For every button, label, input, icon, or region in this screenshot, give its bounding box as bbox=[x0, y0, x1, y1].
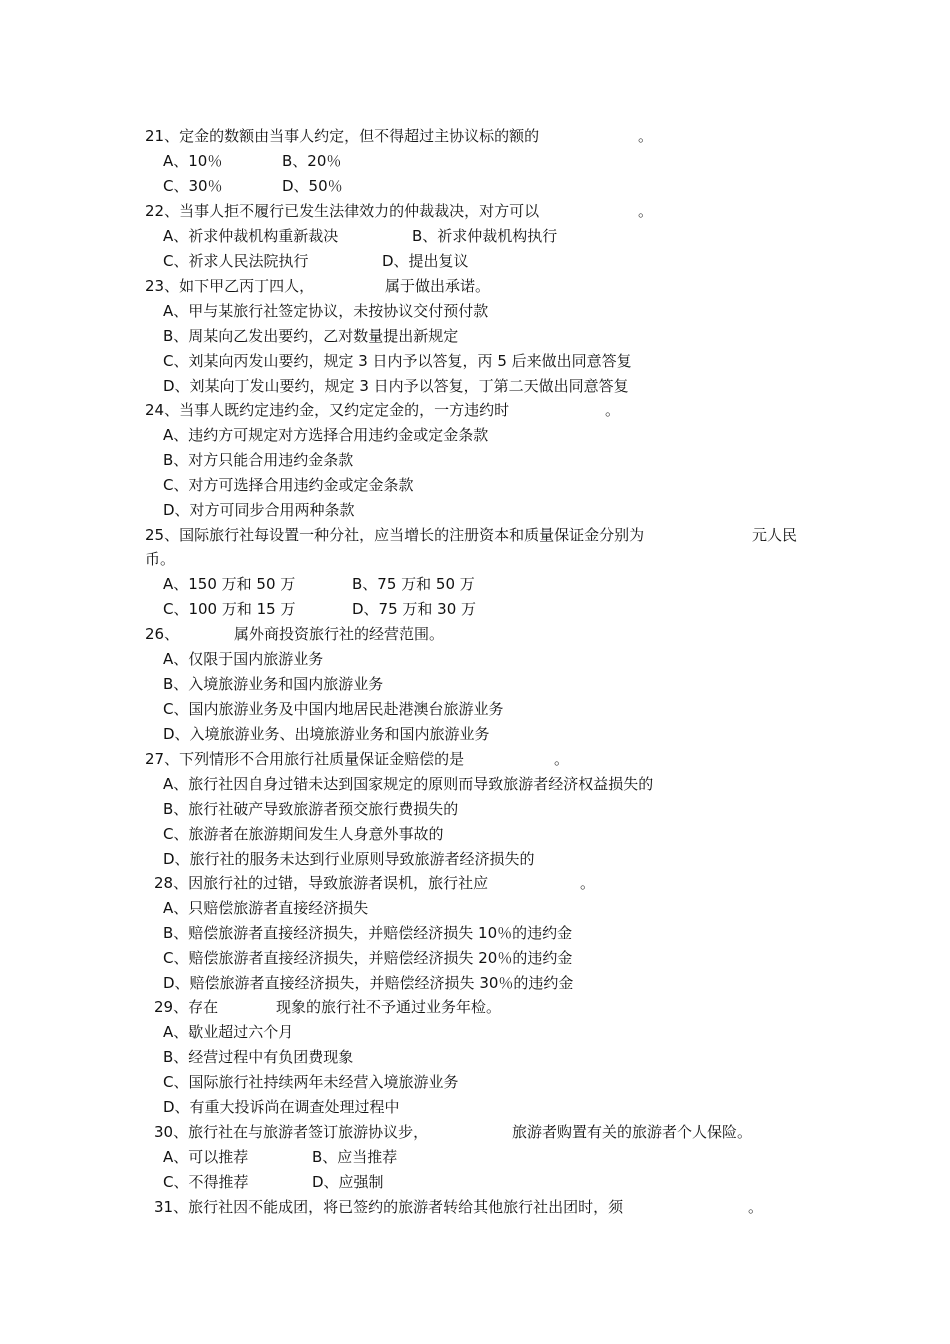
question-31-end: 。 bbox=[748, 1198, 764, 1216]
question-22-stem: 22、当事人拒不履行已发生法律效力的仲裁裁决，对方可以 bbox=[145, 202, 540, 220]
question-28-end: 。 bbox=[580, 874, 596, 892]
question-24-option-b: B、对方只能合用违约金条款 bbox=[163, 451, 354, 469]
question-21-stem: 21、定金的数额由当事人约定，但不得超过主协议标的额的 bbox=[145, 127, 540, 145]
question-24-stem: 24、当事人既约定违约金，又约定定金的，一方违约时 bbox=[145, 401, 510, 419]
question-21-option-a: A、10％ bbox=[163, 152, 223, 170]
question-27-option-b: B、旅行社破产导致旅游者预交旅行费损失的 bbox=[163, 800, 459, 818]
question-25-option-c: C、100 万和 15 万 bbox=[163, 600, 296, 618]
question-29-option-a: A、歇业超过六个月 bbox=[163, 1023, 294, 1041]
question-29-option-b: B、经营过程中有负团费现象 bbox=[163, 1048, 354, 1066]
question-22-option-a: A、祈求仲裁机构重新裁决 bbox=[163, 227, 339, 245]
question-29-stem: 29、存在 bbox=[154, 998, 219, 1016]
question-24-option-c: C、对方可选择合用违约金或定金条款 bbox=[163, 476, 414, 494]
question-25-stem: 25、国际旅行社每设置一种分社，应当增长的注册资本和质量保证金分别为 bbox=[145, 526, 645, 544]
question-30-option-d: D、应强制 bbox=[312, 1173, 384, 1191]
question-25-stem-tail: 元人民 bbox=[752, 526, 798, 544]
question-30-stem-tail: 旅游者购置有关的旅游者个人保险。 bbox=[512, 1123, 753, 1141]
question-23-option-c: C、刘某向丙发山要约，规定 3 日内予以答复，丙 5 后来做出同意答复 bbox=[163, 352, 632, 370]
question-27-option-c: C、旅游者在旅游期间发生人身意外事故的 bbox=[163, 825, 444, 843]
question-28-option-a: A、只赔偿旅游者直接经济损失 bbox=[163, 899, 369, 917]
question-26-stem: 26、 bbox=[145, 625, 180, 643]
question-29-stem-tail: 现象的旅行社不予通过业务年检。 bbox=[276, 998, 502, 1016]
question-25-option-b: B、75 万和 50 万 bbox=[352, 575, 475, 593]
question-21-option-d: D、50％ bbox=[282, 177, 343, 195]
question-26-option-b: B、入境旅游业务和国内旅游业务 bbox=[163, 675, 384, 693]
question-22-option-b: B、祈求仲裁机构执行 bbox=[412, 227, 558, 245]
question-25-option-d: D、75 万和 30 万 bbox=[352, 600, 477, 618]
question-27-option-a: A、旅行社因自身过错未达到国家规定的原则而导致旅游者经济权益损失的 bbox=[163, 775, 654, 793]
question-24-end: 。 bbox=[605, 401, 621, 419]
question-22-end: 。 bbox=[638, 202, 654, 220]
question-22-option-c: C、祈求人民法院执行 bbox=[163, 252, 309, 270]
question-28-option-c: C、赔偿旅游者直接经济损失，并赔偿经济损失 20％的违约金 bbox=[163, 949, 573, 967]
question-30-option-c: C、不得推荐 bbox=[163, 1173, 249, 1191]
question-27-end: 。 bbox=[554, 750, 570, 768]
question-28-option-d: D、赔偿旅游者直接经济损失，并赔偿经济损失 30％的违约金 bbox=[163, 974, 574, 992]
question-24-option-a: A、违约方可规定对方选择合用违约金或定金条款 bbox=[163, 426, 489, 444]
question-21-option-b: B、20％ bbox=[282, 152, 342, 170]
question-28-stem: 28、因旅行社的过错，导致旅游者误机，旅行社应 bbox=[154, 874, 489, 892]
question-30-option-a: A、可以推荐 bbox=[163, 1148, 249, 1166]
question-23-option-d: D、刘某向丁发山要约，规定 3 日内予以答复，丁第二天做出同意答复 bbox=[163, 377, 629, 395]
question-29-option-c: C、国际旅行社持续两年未经营入境旅游业务 bbox=[163, 1073, 459, 1091]
question-28-option-b: B、赔偿旅游者直接经济损失，并赔偿经济损失 10％的违约金 bbox=[163, 924, 573, 942]
question-30-option-b: B、应当推荐 bbox=[312, 1148, 398, 1166]
question-25-stem-wrap: 币。 bbox=[145, 550, 176, 568]
question-23-option-a: A、甲与某旅行社签定协议，未按协议交付预付款 bbox=[163, 302, 489, 320]
question-30-stem: 30、旅行社在与旅游者签订旅游协议步， bbox=[154, 1123, 429, 1141]
question-31-stem: 31、旅行社因不能成团，将已签约的旅游者转给其他旅行社出团时，须 bbox=[154, 1198, 624, 1216]
question-23-option-b: B、周某向乙发出要约，乙对数量提出新规定 bbox=[163, 327, 459, 345]
question-26-stem-tail: 属外商投资旅行社的经营范围。 bbox=[234, 625, 445, 643]
question-25-option-a: A、150 万和 50 万 bbox=[163, 575, 296, 593]
question-26-option-a: A、仅限于国内旅游业务 bbox=[163, 650, 324, 668]
question-23-stem-tail: 属于做出承诺。 bbox=[385, 277, 491, 295]
question-22-option-d: D、提出复议 bbox=[382, 252, 469, 270]
question-24-option-d: D、对方可同步合用两种条款 bbox=[163, 501, 355, 519]
question-27-stem: 27、下列情形不合用旅行社质量保证金赔偿的是 bbox=[145, 750, 465, 768]
question-21-option-c: C、30％ bbox=[163, 177, 223, 195]
question-26-option-d: D、入境旅游业务、出境旅游业务和国内旅游业务 bbox=[163, 725, 490, 743]
question-21-end: 。 bbox=[638, 127, 654, 145]
question-29-option-d: D、有重大投诉尚在调查处理过程中 bbox=[163, 1098, 400, 1116]
question-23-stem: 23、如下甲乙丙丁四人， bbox=[145, 277, 315, 295]
question-26-option-c: C、国内旅游业务及中国内地居民赴港澳台旅游业务 bbox=[163, 700, 504, 718]
question-27-option-d: D、旅行社的服务未达到行业原则导致旅游者经济损失的 bbox=[163, 850, 535, 868]
